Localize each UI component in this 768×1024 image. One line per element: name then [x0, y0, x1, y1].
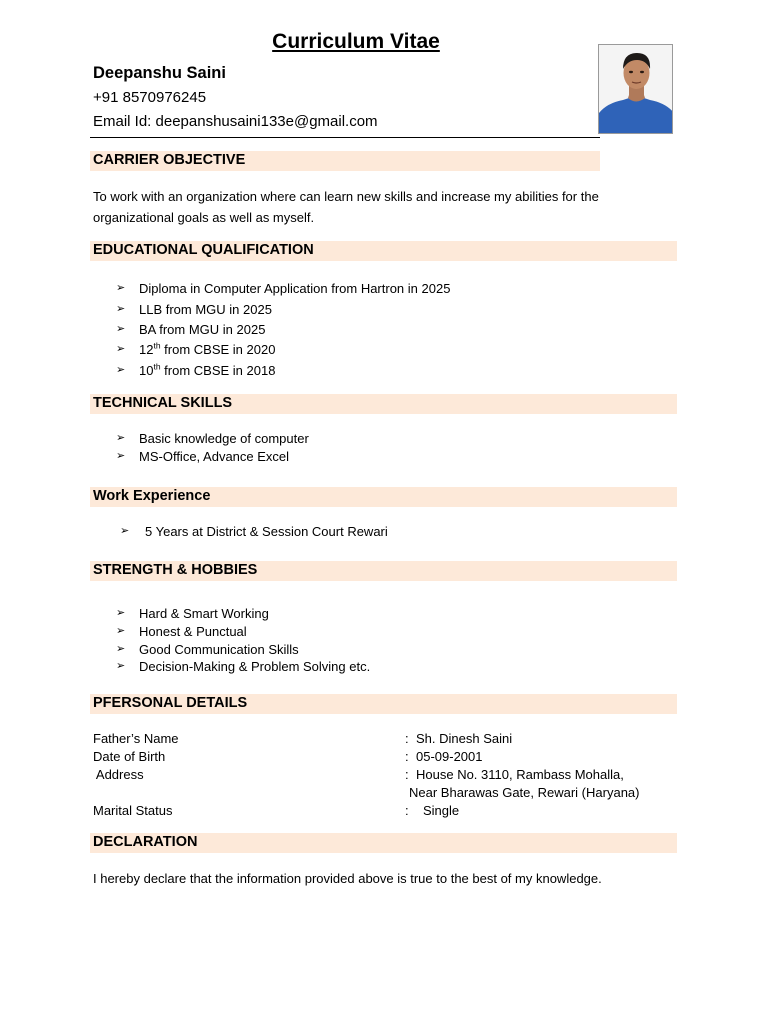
objective-line-1: To work with an organization where can learn new skills and increase my abilities for the	[93, 189, 599, 204]
grade-detail: from CBSE in 2018	[160, 363, 276, 378]
experience-section-header	[90, 487, 677, 507]
arrow-bullet-icon: ➢	[116, 450, 126, 462]
education-heading: EDUCATIONAL QUALIFICATION	[93, 242, 314, 258]
education-item-text: BA from MGU in 2025	[139, 322, 266, 337]
arrow-bullet-icon: ➢	[120, 525, 130, 537]
field-separator: :	[405, 767, 409, 782]
address-line-1: House No. 3110, Rambass Mohalla,	[416, 767, 624, 782]
field-separator: :	[405, 749, 409, 764]
objective-line-2: organizational goals as well as myself.	[93, 210, 315, 225]
declaration-section-header	[90, 833, 677, 853]
arrow-bullet-icon: ➢	[116, 323, 126, 335]
hobby-item-text: Decision-Making & Problem Solving etc.	[139, 659, 371, 674]
marital-status-value: Single	[423, 803, 460, 818]
hobbies-section-header	[90, 561, 677, 581]
grade-number: 12	[139, 342, 154, 357]
skills-section-header	[90, 394, 677, 414]
education-item-text: LLB from MGU in 2025	[139, 302, 272, 317]
skill-item-text: Basic knowledge of computer	[139, 431, 309, 446]
education-section-header	[90, 241, 677, 261]
address-label: Address	[93, 767, 144, 782]
hobbies-heading: STRENGTH & HOBBIES	[93, 562, 258, 578]
dob-value: 05-09-2001	[416, 749, 483, 764]
personal-heading: PFERSONAL DETAILS	[93, 695, 248, 711]
arrow-bullet-icon: ➢	[116, 643, 126, 655]
declaration-text: I hereby declare that the information provided above is true to the best of my knowledge.	[93, 871, 602, 886]
arrow-bullet-icon: ➢	[116, 660, 126, 672]
document-title: Curriculum Vitae	[272, 30, 440, 53]
objective-heading: CARRIER OBJECTIVE	[93, 152, 246, 168]
header-divider	[90, 137, 600, 138]
hobby-item-text: Hard & Smart Working	[139, 606, 269, 621]
dob-label: Date of Birth	[93, 749, 166, 764]
personal-section-header	[90, 694, 677, 714]
marital-status-label: Marital Status	[93, 803, 173, 818]
experience-item-text: 5 Years at District & Session Court Rewari	[145, 524, 388, 539]
arrow-bullet-icon: ➢	[116, 282, 126, 294]
objective-section-header	[90, 151, 600, 171]
grade-number: 10	[139, 363, 154, 378]
education-item-text	[139, 342, 275, 357]
candidate-name: Deepanshu Saini	[93, 64, 226, 82]
arrow-bullet-icon: ➢	[116, 432, 126, 444]
ordinal-suffix: th	[153, 340, 161, 351]
skill-item-text: MS-Office, Advance Excel	[139, 449, 290, 464]
hobby-item-text: Honest & Punctual	[139, 624, 247, 639]
arrow-bullet-icon: ➢	[116, 364, 126, 376]
education-item-text: Diploma in Computer Application from Hartron in 2025	[139, 281, 451, 296]
father-name-label: Father’s Name	[93, 731, 179, 746]
arrow-bullet-icon: ➢	[116, 607, 126, 619]
field-separator: :	[405, 731, 409, 746]
arrow-bullet-icon: ➢	[116, 625, 126, 637]
grade-detail: from CBSE in 2020	[160, 342, 276, 357]
father-name-value: Sh. Dinesh Saini	[416, 731, 513, 746]
phone-number: +91 8570976245	[93, 89, 207, 106]
experience-heading: Work Experience	[93, 488, 211, 504]
declaration-heading: DECLARATION	[93, 834, 198, 850]
field-separator: :	[405, 803, 409, 818]
skills-heading: TECHNICAL SKILLS	[93, 395, 233, 411]
ordinal-suffix: th	[153, 361, 161, 372]
education-item-text	[139, 363, 275, 378]
email-line: Email Id: deepanshusaini133e@gmail.com	[93, 113, 378, 130]
objective-text	[93, 186, 673, 228]
hobby-item-text: Good Communication Skills	[139, 642, 299, 657]
arrow-bullet-icon: ➢	[116, 343, 126, 355]
arrow-bullet-icon: ➢	[116, 303, 126, 315]
address-line-2: Near Bharawas Gate, Rewari (Haryana)	[409, 785, 640, 800]
profile-photo	[598, 44, 673, 134]
person-portrait-icon	[599, 45, 673, 134]
